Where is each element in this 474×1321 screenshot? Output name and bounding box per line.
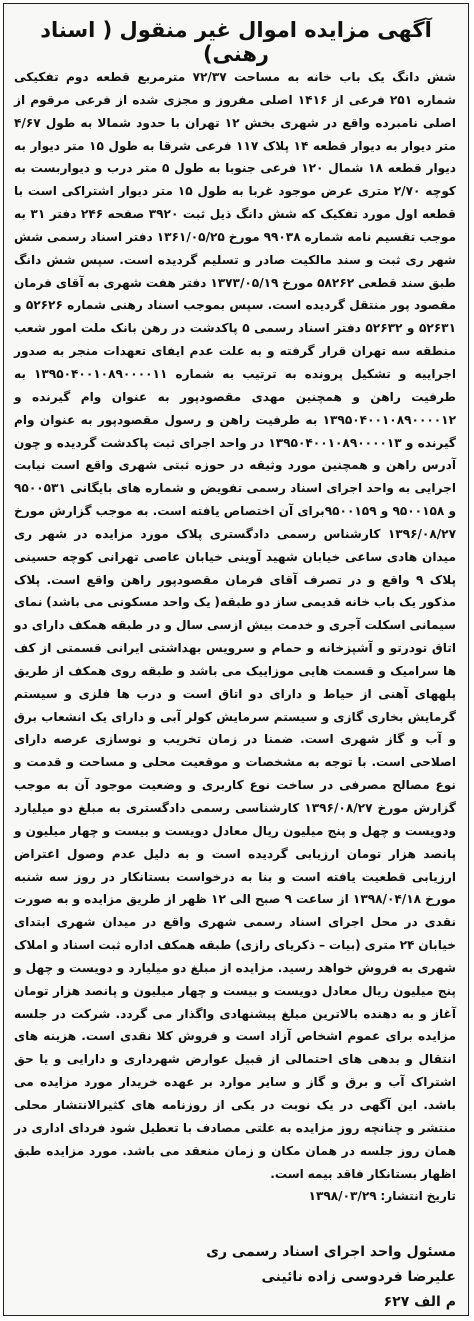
notice-text: شش دانگ یک باب خانه به مساحت ۷۲/۳۷ مترمربع قطعه دوم تفکیکی شماره ۲۵۱ فرعی از ۱۴۱۶ اصلی مفروز و مجزی شده از فرعی مرقوم از اصلی نامبرده واقع در شهری بخش ۱۲ تهران با حدود شمالا به طول ۴/۶۷ متر دیوار به دیوار قطعه ۱۴ پلاک ۱۱۷ فرعی شرقا به طول ۱۵ متر دیوار به دیوار قطعه ۱۸ شمال ۱۲۰ فرعی جنوبا به طول ۵ متر درب و دیواربست به کوچه ۲/۷۰ متری عرض موجود غربا به طول ۱۵ متر دیوار اشتراکی است با قطعه اول مورد تفکیک که شش دانگ ذیل ثبت ۳۹۲۰ صفحه ۲۴۶ دفتر ۳۱ به موجب تقسیم نامه شماره ۹۹۰۳۸ مورخ ۱۳۶۱/۰۵/۲۵ دفتر اسناد رسمی شش شهر ری ثبت و سند مالکیت صادر و تسلیم گردیده است. سپس شش دانگ طبق سند قطعی ۵۸۲۶۲ مورخ ۱۳۷۳/۰۵/۱۹ دفتر هفت شهری به آقای فرمان مقصود پور منتقل گردیده است. سپس بموجب اسناد رهنی شماره ۵۲۶۲۶ و ۵۲۶۳۱ و ۵۲۶۳۲ دفتر اسناد رسمی ۵ پاکدشت در رهن بانک ملت امور شعب منطقه سه تهران قرار گرفته و به علت عدم ایفای تعهدات منجر به صدور اجراییه و تشکیل پرونده به ترتیب به شماره ۱۳۹۵۰۴۰۰۱۰۸۹۰۰۰۰۱۱ به طرفیت راهن و همچنین مهدی مقصودپور به عنوان وام گیرنده و ۱۳۹۵۰۴۰۰۱۰۸۹۰۰۰۰۱۲ به طرفیت راهن و رسول مقصودپور به عنوان وام گیرنده و ۱۳۹۵۰۴۰۰۱۰۸۹۰۰۰۰۱۳ در واحد اجرای ثبت پاکدشت گردیده و چون آدرس راهن و همچنین مورد وثیقه در حوزه ثبتی شهری واقع است نیابت اجرایی به واحد اجرای اسناد رسمی تفویض و شماره های بایگانی ۹۵۰۰۵۳۱ و ۹۵۰۰۱۵۸ و ۹۵۰۰۱۵۹برای آن اختصاص یافته است. به موجب گزارش مورخ ۱۳۹۶/۰۸/۲۷ کارشناس رسمی دادگستری پلاک مورد مزایده در شهر ری میدان هادی ساعی خیابان شهید آوینی خیابان عاصی تهرانی کوچه حسینی پلاک ۹ واقع و در تصرف آقای فرمان مقصودپور راهن واقع است. پلاک مذکور یک باب خانه قدیمی ساز دو طبقه( یک واحد مسکونی می باشد) نمای سیمانی اسکلت آجری و خدمت بیش ازسی سال و در طبقه همکف دارای دو اتاق تودرتو و آشپزخانه و حمام و سرویس بهداشتی ایرانی قسمتی از کف ها سرامیک و قسمت هایی موزاییک می باشد و طبقه روی همکف از طریق پلههای آهنی از حیاط و دارای دو اتاق است و درب ها فلزی و سیستم گرمایش بخاری گازی و سیستم سرمایش کولر آبی و دارای یک انشعاب برق و آب و گاز شهری است. ضمنا در زمان تخریب و نوسازی عرصه دارای اصلاحی است. با توجه به مشخصات و موقعیت محلی و مساحت و قدمت و نوع مصالح مصرفی در ساخت نوع کاربری و وضعیت موجود آن به موجب گزارش مورخ ۱۳۹۶/۰۸/۲۷ کارشناسی رسمی دادگستری به مبلغ دو میلیارد ودویست و چهل و پنج میلیون ریال معادل دویست و بیست و چهار میلیون و پانصد هزار تومان ارزیابی گردیده است و به دلیل عدم وصول اعتراض ارزیابی قطعیت یافته است و بنا به درخواست بستانکار در روز سه شنبه مورخ ۱۳۹۸/۰۴/۱۸ از ساعت ۹ صبح الی ۱۲ ظهر از طریق مزایده و به صورت نقدی در محل اجرای اسناد رسمی شهری واقع در میدان شهری ابتدای خیابان ۲۴ متری (بیات – ذکریای رازی) طبقه همکف اداره ثبت اسناد و املاک شهری به فروش خواهد رسید. مزایده از مبلغ دو میلیارد و دویست و چهل و پنج میلیون ریال معادل دویست و بیست و چهار میلیون و پانصد هزار تومان آغاز و به دهنده بالاترین مبلغ پیشنهادی واگذار می گردد. شرکت در جلسه مزایده برای عموم اشخاص آزاد است و فروش کلا نقدی است. هزینه های انتقال و بدهی های احتمالی از قبیل عوارض شهرداری و دارایی و یا حق اشتراک آب و برق و گاز و سایر موارد بر عهده خریدار مورد مزایده می باشد. این آگهی در یک نوبت در یکی از روزنامه های کثیرالانتشار محلی منتشر و چنانچه روز مزایده به علتی مصادف با تعطیل شود فردای اداری در همان روز جلسه در همان مکان و زمان منعقد می باشد. مورد مزایده طبق اظهار بستانکار فاقد بیمه است. xyxy=(14,70,457,1181)
publish-date: تاریخ انتشار: ۱۳۹۸/۰۳/۲۹ xyxy=(308,1189,456,1204)
notice-body xyxy=(14,66,456,1208)
signature-name: علیرضا فردوسی زاده نائینی xyxy=(261,1269,456,1285)
auction-notice xyxy=(3,3,469,1316)
signature-block xyxy=(14,1240,456,1315)
signature-role: مسئول واحد اجرای اسناد رسمی ری xyxy=(206,1244,456,1260)
notice-code: م الف ۶۲۷ xyxy=(383,1294,456,1310)
notice-title: آگهی مزایده اموال غیر منقول ( اسناد رهنی) xyxy=(40,18,432,66)
